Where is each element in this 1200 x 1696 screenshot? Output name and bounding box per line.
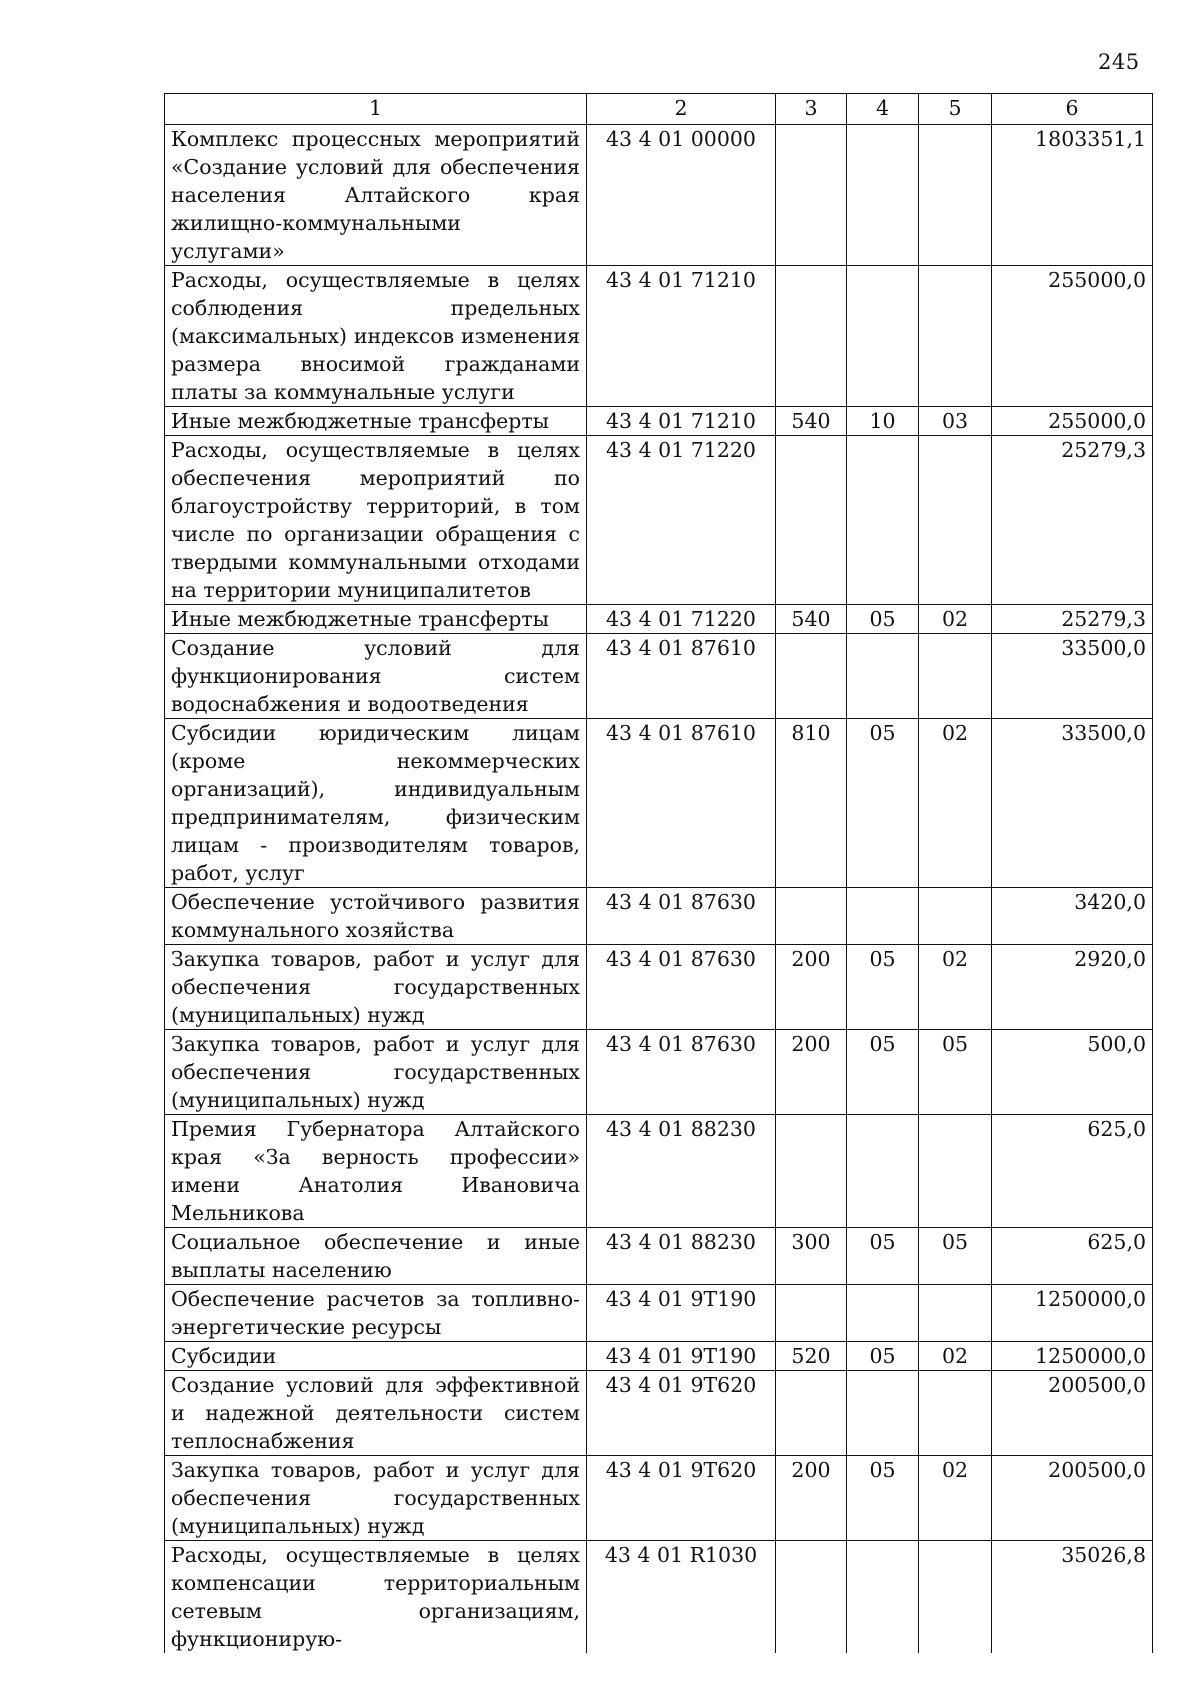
table-row — [165, 1115, 1153, 1228]
table-row — [165, 605, 1153, 634]
table-row — [165, 1371, 1153, 1456]
expense-name-cell: Закупка товаров, работ и услуг для обеспечения государственных (муниципальных) нужд — [165, 1030, 587, 1115]
section-cell — [847, 1285, 919, 1342]
expense-type-cell: 810 — [776, 719, 847, 888]
target-code-cell: 43 4 01 71220 — [587, 436, 776, 605]
expense-name-cell: Расходы, осуществляемые в целях соблюдения предельных (максимальных) индексов изменения размера вносимой гражданами платы за коммунальные услуги — [165, 266, 587, 407]
table-row — [165, 125, 1153, 266]
amount-cell: 25279,3 — [992, 605, 1153, 634]
subsection-cell — [919, 1285, 992, 1342]
subsection-cell: 03 — [919, 407, 992, 436]
expense-name-cell: Закупка товаров, работ и услуг для обеспечения государственных (муниципальных) нужд — [165, 945, 587, 1030]
section-cell — [847, 436, 919, 605]
expense-type-cell: 520 — [776, 1342, 847, 1371]
subsection-cell — [919, 436, 992, 605]
subsection-cell — [919, 1115, 992, 1228]
target-code-cell: 43 4 01 88230 — [587, 1115, 776, 1228]
expense-type-cell: 200 — [776, 1456, 847, 1541]
amount-cell: 500,0 — [992, 1030, 1153, 1115]
column-header: 5 — [919, 94, 992, 125]
table-header-row — [165, 94, 1153, 125]
target-code-cell: 43 4 01 87610 — [587, 719, 776, 888]
table-row — [165, 1030, 1153, 1115]
expense-name-cell: Иные межбюджетные трансферты — [165, 407, 587, 436]
amount-cell: 1250000,0 — [992, 1285, 1153, 1342]
expense-name-cell: Закупка товаров, работ и услуг для обеспечения государственных (муниципальных) нужд — [165, 1456, 587, 1541]
table-row — [165, 719, 1153, 888]
subsection-cell: 02 — [919, 1342, 992, 1371]
amount-cell: 35026,8 — [992, 1541, 1153, 1654]
page-number: 245 — [1098, 50, 1140, 74]
table-row — [165, 1228, 1153, 1285]
subsection-cell: 02 — [919, 719, 992, 888]
amount-cell: 625,0 — [992, 1115, 1153, 1228]
target-code-cell: 43 4 01 71210 — [587, 266, 776, 407]
expense-name-cell: Обеспечение расчетов за топливно-энергетические ресурсы — [165, 1285, 587, 1342]
expense-name-cell: Обеспечение устойчивого развития коммунального хозяйства — [165, 888, 587, 945]
target-code-cell: 43 4 01 87630 — [587, 1030, 776, 1115]
table-row — [165, 266, 1153, 407]
expense-name-cell: Создание условий для функционирования систем водоснабжения и водоотведения — [165, 634, 587, 719]
expense-type-cell: 540 — [776, 605, 847, 634]
subsection-cell — [919, 266, 992, 407]
expense-type-cell — [776, 1541, 847, 1654]
expense-name-cell: Расходы, осуществляемые в целях обеспечения мероприятий по благоустройству территорий, в том числе по организации обращения с твердыми коммунальными отходами на территории муниципалитетов — [165, 436, 587, 605]
expense-type-cell — [776, 888, 847, 945]
subsection-cell — [919, 888, 992, 945]
subsection-cell — [919, 1371, 992, 1456]
section-cell — [847, 1541, 919, 1654]
subsection-cell: 02 — [919, 605, 992, 634]
amount-cell: 2920,0 — [992, 945, 1153, 1030]
amount-cell: 1250000,0 — [992, 1342, 1153, 1371]
expense-type-cell — [776, 266, 847, 407]
expense-name-cell: Иные межбюджетные трансферты — [165, 605, 587, 634]
expense-type-cell: 300 — [776, 1228, 847, 1285]
expense-type-cell — [776, 1285, 847, 1342]
expense-type-cell — [776, 634, 847, 719]
target-code-cell: 43 4 01 71220 — [587, 605, 776, 634]
table-row — [165, 436, 1153, 605]
section-cell — [847, 1115, 919, 1228]
table-row — [165, 1285, 1153, 1342]
table-row — [165, 888, 1153, 945]
section-cell: 05 — [847, 1342, 919, 1371]
column-header: 1 — [165, 94, 587, 125]
expense-type-cell — [776, 1371, 847, 1456]
subsection-cell — [919, 125, 992, 266]
target-code-cell: 43 4 01 87610 — [587, 634, 776, 719]
subsection-cell: 05 — [919, 1030, 992, 1115]
amount-cell: 33500,0 — [992, 719, 1153, 888]
section-cell: 05 — [847, 945, 919, 1030]
subsection-cell: 02 — [919, 945, 992, 1030]
target-code-cell: 43 4 01 9Т620 — [587, 1371, 776, 1456]
target-code-cell: 43 4 01 9Т190 — [587, 1285, 776, 1342]
expense-name-cell: Расходы, осуществляемые в целях компенсации территориальным сетевым организациям, функционирую- — [165, 1541, 587, 1654]
subsection-cell: 02 — [919, 1456, 992, 1541]
section-cell: 05 — [847, 1030, 919, 1115]
section-cell — [847, 634, 919, 719]
amount-cell: 1803351,1 — [992, 125, 1153, 266]
section-cell — [847, 888, 919, 945]
table-row — [165, 634, 1153, 719]
expense-type-cell — [776, 125, 847, 266]
table-row — [165, 1541, 1153, 1654]
table-body — [165, 125, 1153, 1654]
expense-type-cell: 200 — [776, 945, 847, 1030]
target-code-cell: 43 4 01 87630 — [587, 945, 776, 1030]
budget-table — [164, 93, 1153, 1653]
section-cell: 05 — [847, 719, 919, 888]
section-cell: 05 — [847, 1456, 919, 1541]
amount-cell: 25279,3 — [992, 436, 1153, 605]
table-row — [165, 407, 1153, 436]
amount-cell: 3420,0 — [992, 888, 1153, 945]
target-code-cell: 43 4 01 9Т620 — [587, 1456, 776, 1541]
subsection-cell — [919, 634, 992, 719]
amount-cell: 33500,0 — [992, 634, 1153, 719]
column-header: 3 — [776, 94, 847, 125]
section-cell: 05 — [847, 1228, 919, 1285]
expense-type-cell: 540 — [776, 407, 847, 436]
column-header: 4 — [847, 94, 919, 125]
expense-type-cell — [776, 436, 847, 605]
expense-type-cell: 200 — [776, 1030, 847, 1115]
target-code-cell: 43 4 01 00000 — [587, 125, 776, 266]
amount-cell: 255000,0 — [992, 407, 1153, 436]
table-row — [165, 1456, 1153, 1541]
expense-name-cell: Комплекс процессных мероприятий «Создание условий для обеспечения населения Алтайского края жилищно-коммунальными услугами» — [165, 125, 587, 266]
expense-name-cell: Субсидии юридическим лицам (кроме некоммерческих организаций), индивидуальным предпринимателям, физическим лицам - производителям товаров, работ, услуг — [165, 719, 587, 888]
section-cell — [847, 266, 919, 407]
table-row — [165, 945, 1153, 1030]
expense-name-cell: Социальное обеспечение и иные выплаты населению — [165, 1228, 587, 1285]
amount-cell: 200500,0 — [992, 1371, 1153, 1456]
amount-cell: 625,0 — [992, 1228, 1153, 1285]
section-cell — [847, 1371, 919, 1456]
expense-name-cell: Премия Губернатора Алтайского края «За верность профессии» имени Анатолия Ивановича Мельникова — [165, 1115, 587, 1228]
amount-cell: 200500,0 — [992, 1456, 1153, 1541]
amount-cell: 255000,0 — [992, 266, 1153, 407]
section-cell: 05 — [847, 605, 919, 634]
target-code-cell: 43 4 01 9Т190 — [587, 1342, 776, 1371]
section-cell — [847, 125, 919, 266]
section-cell: 10 — [847, 407, 919, 436]
subsection-cell: 05 — [919, 1228, 992, 1285]
expense-type-cell — [776, 1115, 847, 1228]
target-code-cell: 43 4 01 R1030 — [587, 1541, 776, 1654]
target-code-cell: 43 4 01 87630 — [587, 888, 776, 945]
expense-name-cell: Создание условий для эффективной и надежной деятельности систем теплоснабжения — [165, 1371, 587, 1456]
expense-name-cell: Субсидии — [165, 1342, 587, 1371]
column-header: 6 — [992, 94, 1153, 125]
target-code-cell: 43 4 01 88230 — [587, 1228, 776, 1285]
subsection-cell — [919, 1541, 992, 1654]
target-code-cell: 43 4 01 71210 — [587, 407, 776, 436]
column-header: 2 — [587, 94, 776, 125]
table-row — [165, 1342, 1153, 1371]
